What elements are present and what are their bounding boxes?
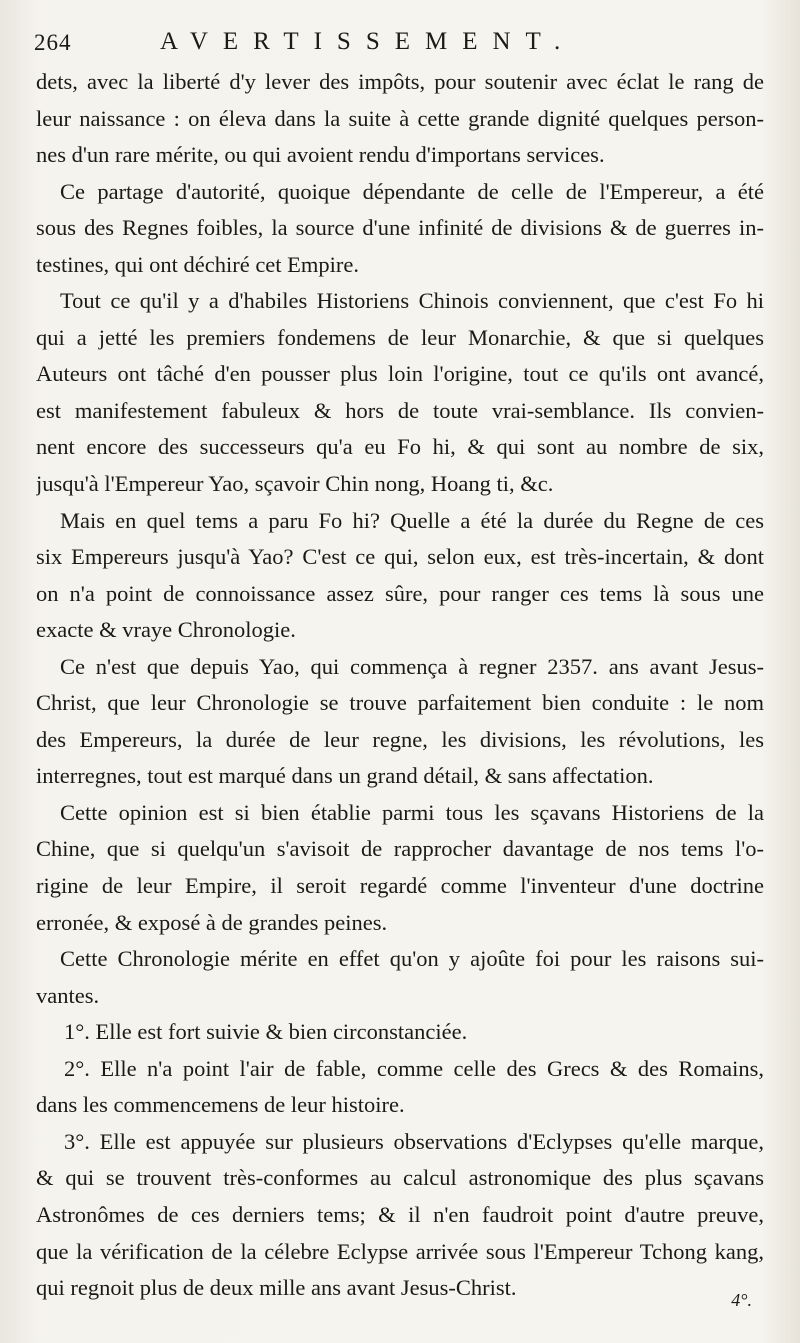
catchword: 4°. — [731, 1290, 752, 1310]
text-line: 2°. Elle n'a point l'air de fable, comme celle des Grecs & des Romains, — [64, 1055, 764, 1081]
text-line: Cette Chronologie mérite en effet qu'on y ajoûte foi pour les raisons sui- — [60, 946, 764, 972]
text-line: & qui se trouvent très-conformes au calcul astronomique des plus sçavans — [36, 1165, 764, 1191]
text-line: 1°. Elle est fort suivie & bien circonstanciée. — [64, 1019, 468, 1045]
text-line: Christ, que leur Chronologie se trouve parfaitement bien conduite : le nom — [36, 690, 764, 716]
text-line: Ce n'est que depuis Yao, qui commença à regner 2357. ans avant Jesus- — [60, 653, 764, 679]
page-header — [30, 26, 770, 66]
text-line: que la vérification de la célebre Eclypse arrivée sous l'Empereur Tchong kang, — [36, 1238, 764, 1264]
text-line: qui a jetté les premiers fondemens de leur Monarchie, & que si quelques — [36, 324, 764, 350]
page-number: 264 — [34, 30, 72, 55]
text-line: est manifestement fabuleux & hors de toute vrai-semblance. Ils convien- — [36, 397, 764, 423]
text-line: on n'a point de connoissance assez sûre, pour ranger ces tems là sous une — [36, 580, 764, 606]
running-title: AVERTISSEMENT. — [160, 28, 576, 55]
text-line: erronée, & exposé à de grandes peines. — [36, 909, 388, 935]
text-line: 3°. Elle est appuyée sur plusieurs observations d'Eclypses qu'elle marque, — [64, 1128, 764, 1154]
text-line: six Empereurs jusqu'à Yao? C'est ce qui, selon eux, est très-incertain, & dont — [36, 544, 764, 570]
text-line: Astronômes de ces derniers tems; & il n'en faudroit point d'autre preuve, — [36, 1201, 764, 1227]
text-line: des Empereurs, la durée de leur regne, les divisions, les révolutions, les — [36, 726, 764, 752]
text-line: Mais en quel tems a paru Fo hi? Quelle a été la durée du Regne de ces — [60, 507, 764, 533]
text-line: qui regnoit plus de deux mille ans avant Jesus-Christ. — [36, 1275, 517, 1301]
text-line: dans les commencemens de leur histoire. — [36, 1092, 405, 1118]
text-line: Ce partage d'autorité, quoique dépendante de celle de l'Empereur, a été — [60, 178, 764, 204]
text-line: leur naissance : on éleva dans la suite à cette grande dignité quelques person- — [36, 105, 764, 131]
text-line: rigine de leur Empire, il seroit regardé comme l'inventeur d'une doctrine — [36, 873, 764, 899]
text-line: Auteurs ont tâché d'en pousser plus loin l'origine, tout ce qu'ils ont avancé, — [36, 361, 764, 387]
text-line: vantes. — [36, 982, 100, 1008]
body-text — [36, 64, 764, 1307]
text-line: Chine, que si quelqu'un s'avisoit de rapprocher davantage de nos tems l'o- — [36, 836, 764, 862]
text-line: exacte & vraye Chronologie. — [36, 617, 296, 643]
text-line: nent encore des successeurs qu'a eu Fo hi, & qui sont au nombre de six, — [36, 434, 764, 460]
text-line: dets, avec la liberté d'y lever des impôts, pour soutenir avec éclat le rang de — [36, 69, 764, 94]
text-line: interregnes, tout est marqué dans un grand détail, & sans affectation. — [36, 763, 654, 789]
text-line: sous des Regnes foibles, la source d'une infinité de divisions & de guerres in- — [36, 215, 764, 241]
text-line: testines, qui ont déchiré cet Empire. — [36, 251, 360, 277]
text-line: Tout ce qu'il y a d'habiles Historiens Chinois conviennent, que c'est Fo hi — [60, 288, 764, 314]
text-line: nes d'un rare mérite, ou qui avoient rendu d'importans services. — [36, 142, 605, 168]
text-line: jusqu'à l'Empereur Yao, sçavoir Chin nong, Hoang ti, &c. — [36, 471, 554, 497]
text-line: Cette opinion est si bien établie parmi tous les sçavans Historiens de la — [60, 799, 764, 825]
